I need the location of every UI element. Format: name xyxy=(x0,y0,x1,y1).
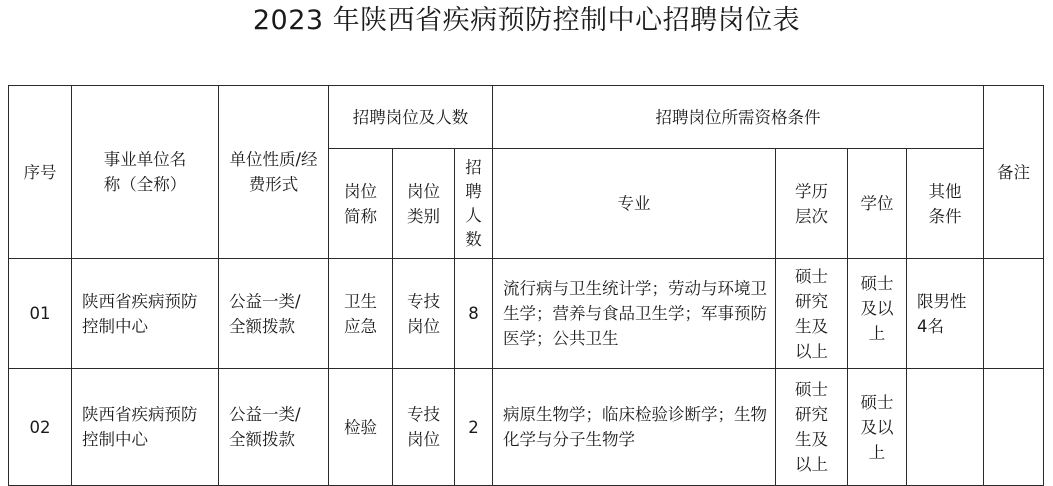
cell-headcount: 8 xyxy=(455,259,493,369)
cell-other xyxy=(907,369,984,486)
header-row-1 xyxy=(9,86,1044,149)
cell-unit-nature: 公益一类/全额拨款 xyxy=(219,369,329,486)
cell-degree: 硕士及以上 xyxy=(848,369,907,486)
cell-unit-name: 陕西省疾病预防控制中心 xyxy=(72,259,219,369)
recruitment-table xyxy=(8,85,1044,486)
header-degree: 学位 xyxy=(848,149,907,259)
cell-education: 硕士研究生及以上 xyxy=(776,369,848,486)
header-post-short: 岗位简称 xyxy=(329,149,393,259)
cell-post-type: 专技岗位 xyxy=(393,259,455,369)
header-headcount: 招聘人数 xyxy=(455,149,493,259)
cell-remarks xyxy=(984,259,1044,369)
cell-seq: 02 xyxy=(9,369,72,486)
cell-major: 病原生物学；临床检验诊断学；生物化学与分子生物学 xyxy=(493,369,776,486)
page-title: 2023 年陕西省疾病预防控制中心招聘岗位表 xyxy=(252,5,801,36)
header-qualification-group: 招聘岗位所需资格条件 xyxy=(493,86,984,149)
cell-post-short: 检验 xyxy=(329,369,393,486)
cell-degree: 硕士及以上 xyxy=(848,259,907,369)
table-row xyxy=(9,259,1044,369)
cell-post-short: 卫生应急 xyxy=(329,259,393,369)
cell-unit-name: 陕西省疾病预防控制中心 xyxy=(72,369,219,486)
cell-major: 流行病与卫生统计学；劳动与环境卫生学；营养与食品卫生学；军事预防医学；公共卫生 xyxy=(493,259,776,369)
cell-other: 限男性4名 xyxy=(907,259,984,369)
cell-seq: 01 xyxy=(9,259,72,369)
header-post-type: 岗位类别 xyxy=(393,149,455,259)
cell-unit-nature: 公益一类/全额拨款 xyxy=(219,259,329,369)
header-unit-nature: 单位性质/经费形式 xyxy=(219,86,329,259)
cell-headcount: 2 xyxy=(455,369,493,486)
cell-remarks xyxy=(984,369,1044,486)
header-unit-name: 事业单位名称（全称） xyxy=(72,86,219,259)
cell-post-type: 专技岗位 xyxy=(393,369,455,486)
cell-education: 硕士研究生及以上 xyxy=(776,259,848,369)
header-other: 其他条件 xyxy=(907,149,984,259)
header-remarks: 备注 xyxy=(984,86,1044,259)
header-post-group: 招聘岗位及人数 xyxy=(329,86,493,149)
header-major: 专业 xyxy=(493,149,776,259)
header-education: 学历层次 xyxy=(776,149,848,259)
table-row xyxy=(9,369,1044,486)
header-seq: 序号 xyxy=(9,86,72,259)
